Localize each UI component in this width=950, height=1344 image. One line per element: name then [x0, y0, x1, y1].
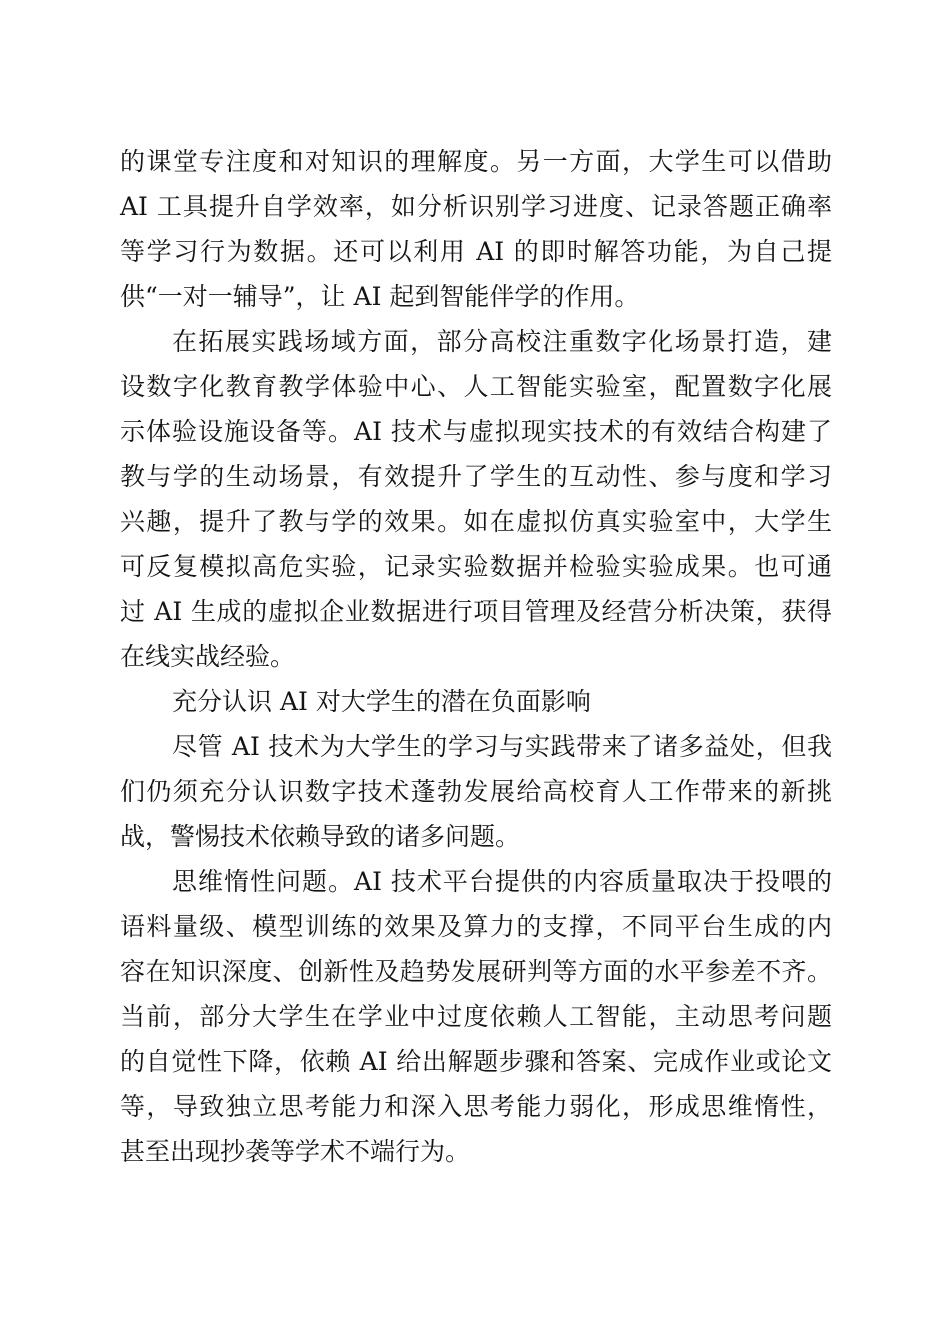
paragraph-2-line-8: 在线实战经验。 [120, 642, 296, 671]
paragraph-4-line-4: 当前，部分大学生在学业中过度依赖人工智能，主动思考问题 [120, 1002, 832, 1031]
paragraph-4-line-2: 语料量级、模型训练的效果及算力的支撑，不同平台生成的内 [120, 912, 832, 941]
paragraph-1-line-2: AI 工具提升自学效率，如分析识别学习进度、记录答题正确率 [120, 192, 832, 221]
paragraph-2-line-2: 设数字化教育教学体验中心、人工智能实验室，配置数字化展 [120, 372, 832, 401]
section-heading: 充分认识 AI 对大学生的潜在负面影响 [172, 687, 591, 716]
paragraph-2-line-1: 在拓展实践场域方面，部分高校注重数字化场景打造，建 [172, 327, 832, 356]
paragraph-1-line-3: 等学习行为数据。还可以利用 AI 的即时解答功能，为自己提 [120, 237, 832, 266]
paragraph-4-line-3: 容在知识深度、创新性及趋势发展研判等方面的水平参差不齐。 [120, 957, 832, 986]
paragraph-2-line-5: 兴趣，提升了教与学的效果。如在虚拟仿真实验室中，大学生 [120, 507, 832, 536]
paragraph-4-line-7: 甚至出现抄袭等学术不端行为。 [120, 1137, 471, 1166]
paragraph-4-line-1: 思维惰性问题。AI 技术平台提供的内容质量取决于投喂的 [172, 867, 832, 896]
paragraph-2-line-7: 过 AI 生成的虚拟企业数据进行项目管理及经营分析决策，获得 [120, 597, 832, 626]
paragraph-2-line-6: 可反复模拟高危实验，记录实验数据并检验实验成果。也可通 [120, 552, 832, 581]
paragraph-2-line-3: 示体验设施设备等。AI 技术与虚拟现实技术的有效结合构建了 [120, 417, 832, 446]
paragraph-3-line-1: 尽管 AI 技术为大学生的学习与实践带来了诸多益处，但我 [172, 732, 832, 761]
paragraph-3-line-2: 们仍须充分认识数字技术蓬勃发展给高校育人工作带来的新挑 [120, 777, 832, 806]
paragraph-1-line-4: 供“一对一辅导”，让 AI 起到智能伴学的作用。 [120, 282, 640, 311]
paragraph-4-line-5: 的自觉性下降，依赖 AI 给出解题步骤和答案、完成作业或论文 [120, 1047, 832, 1076]
paragraph-2-line-4: 教与学的生动场景，有效提升了学生的互动性、参与度和学习 [120, 462, 832, 491]
paragraph-4-line-6: 等，导致独立思考能力和深入思考能力弱化，形成思维惰性， [120, 1092, 832, 1121]
paragraph-3-line-3: 战，警惕技术依赖导致的诸多问题。 [120, 822, 521, 851]
paragraph-1-line-1: 的课堂专注度和对知识的理解度。另一方面，大学生可以借助 [120, 147, 832, 176]
